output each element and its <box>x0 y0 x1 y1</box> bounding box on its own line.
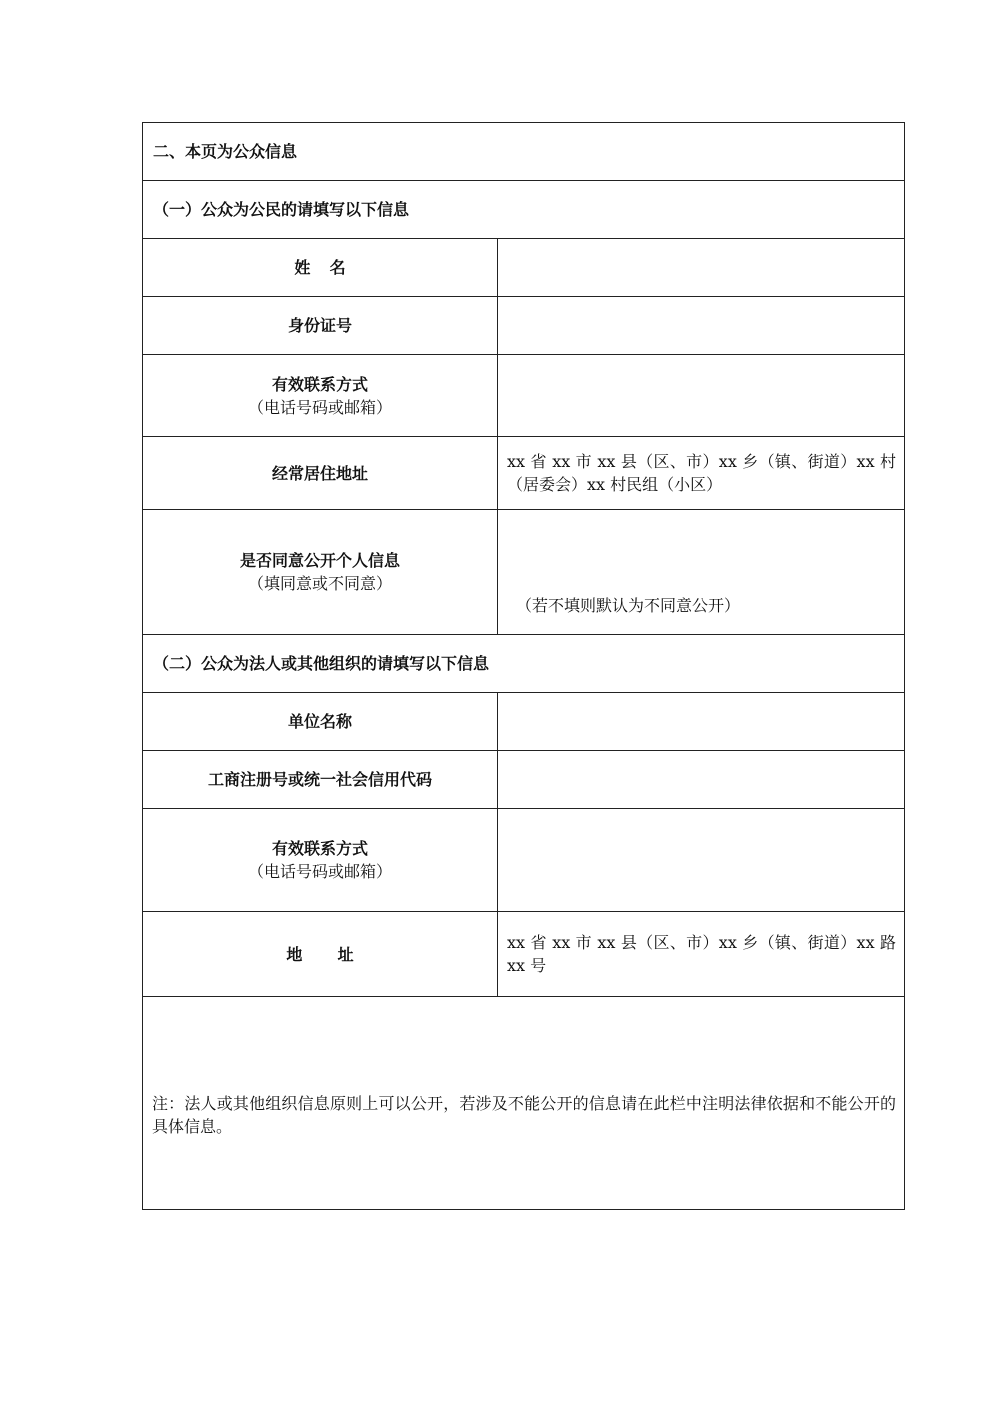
citizen-contact-row <box>143 355 905 437</box>
citizen-consent-field[interactable] <box>498 510 905 635</box>
citizen-contact-label: 有效联系方式 <box>271 374 368 394</box>
citizen-name-label: 姓名 <box>294 258 365 277</box>
note-row <box>143 997 905 1210</box>
citizen-consent-row <box>143 510 905 635</box>
citizen-consent-label-cell <box>143 510 498 635</box>
citizen-contact-field[interactable] <box>498 355 905 437</box>
section-title: 二、本页为公众信息 <box>143 123 905 181</box>
citizen-contact-label-cell <box>143 355 498 437</box>
org-contact-label-cell <box>143 809 498 912</box>
citizen-contact-sublabel: （电话号码或邮箱） <box>247 397 392 417</box>
citizen-consent-label: 是否同意公开个人信息 <box>239 551 400 570</box>
citizen-section-header: （一）公众为公民的请填写以下信息 <box>143 181 905 239</box>
org-address-label-cell <box>143 912 498 997</box>
org-unit-field[interactable] <box>498 693 905 751</box>
citizen-consent-sublabel: （填同意或不同意） <box>247 574 392 593</box>
citizen-name-label-cell <box>143 239 498 297</box>
org-contact-sublabel: （电话号码或邮箱） <box>247 862 392 881</box>
note-cell[interactable] <box>143 997 905 1210</box>
org-header-row <box>143 635 905 693</box>
citizen-address-field[interactable] <box>498 437 905 510</box>
citizen-id-field[interactable] <box>498 297 905 355</box>
org-contact-field[interactable] <box>498 809 905 912</box>
org-unit-row <box>143 693 905 751</box>
citizen-name-row <box>143 239 905 297</box>
org-reg-row <box>143 751 905 809</box>
org-address-value: xx 省 xx 市 xx 县（区、市）xx 乡（镇、街道）xx 路 xx 号 <box>507 933 897 975</box>
citizen-name-field[interactable] <box>498 239 905 297</box>
org-contact-label: 有效联系方式 <box>271 839 368 858</box>
org-contact-row <box>143 809 905 912</box>
citizen-id-label: 身份证号 <box>143 297 498 355</box>
org-address-row <box>143 912 905 997</box>
citizen-address-label: 经常居住地址 <box>143 437 498 510</box>
citizen-address-value: xx 省 xx 市 xx 县（区、市）xx 乡（镇、街道）xx 村（居委会）xx 村民组（小区） <box>507 452 897 494</box>
note-text: 注：法人或其他组织信息原则上可以公开，若涉及不能公开的信息请在此栏中注明法律依据和不能公开的具体信息。 <box>152 1094 897 1136</box>
org-unit-label: 单位名称 <box>143 693 498 751</box>
citizen-address-row <box>143 437 905 510</box>
org-reg-field[interactable] <box>498 751 905 809</box>
org-address-field[interactable] <box>498 912 905 997</box>
org-section-header: （二）公众为法人或其他组织的请填写以下信息 <box>143 635 905 693</box>
public-info-form <box>142 122 905 1210</box>
citizen-consent-hint: （若不填则默认为不同意公开） <box>516 596 741 615</box>
citizen-header-row <box>143 181 905 239</box>
citizen-id-row <box>143 297 905 355</box>
section-title-row <box>143 123 905 181</box>
org-reg-label: 工商注册号或统一社会信用代码 <box>143 751 498 809</box>
org-address-label: 地址 <box>286 944 389 964</box>
